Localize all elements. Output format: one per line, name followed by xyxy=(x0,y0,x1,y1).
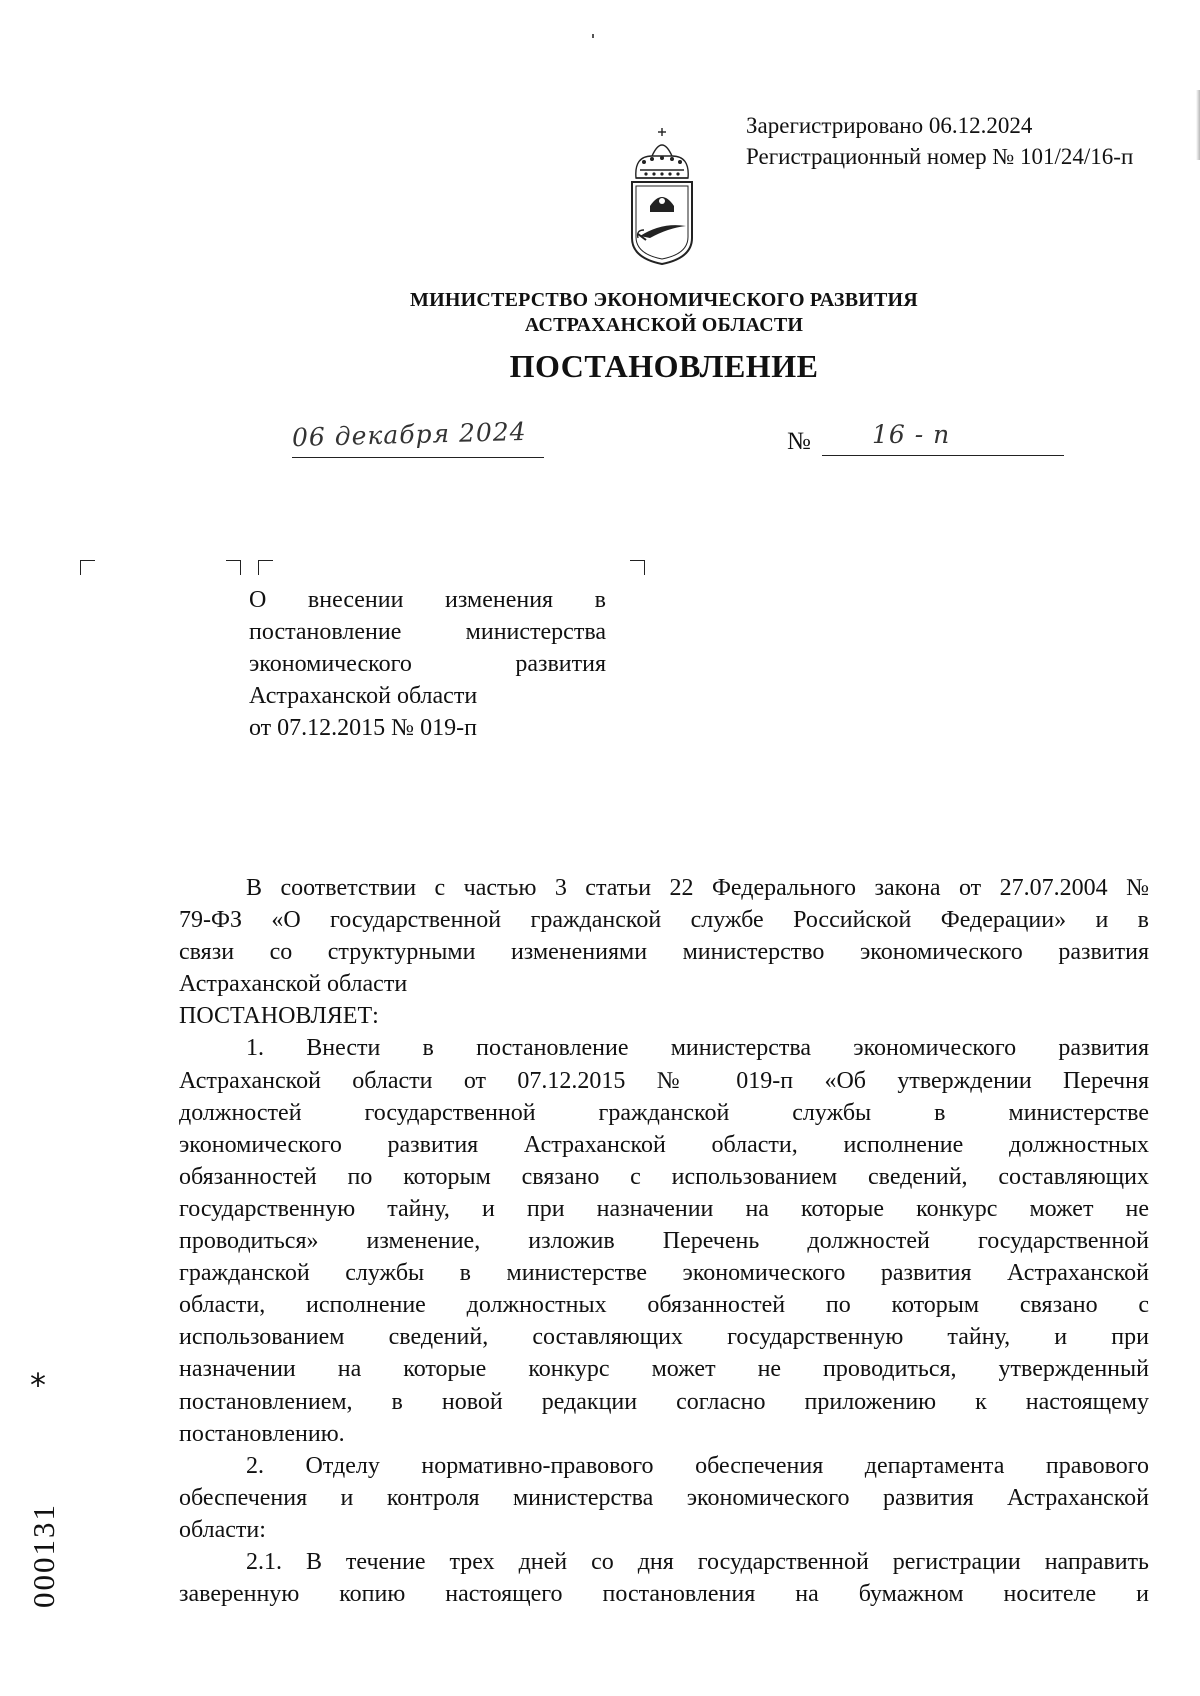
date-underline xyxy=(292,457,544,458)
body-line: 1. Внести в постановление министерства экономического развития xyxy=(246,1035,1149,1062)
body-line: государственную тайну, и при назначении на которые конкурс может не xyxy=(179,1195,1149,1222)
document-type-heading: ПОСТАНОВЛЕНИЕ xyxy=(509,348,819,384)
side-stamp-star: * xyxy=(30,1366,46,1404)
body-line: должностей государственной гражданской службы в министерстве xyxy=(179,1099,1149,1126)
corner-mark-top-left xyxy=(80,560,95,575)
body-line: Астраханской области от 07.12.2015 № 019-п «Об утверждении Перечня xyxy=(179,1067,1149,1094)
body-line: связи со структурными изменениями министерство экономического развития xyxy=(179,939,1149,966)
title-line: от 07.12.2015 № 019-п xyxy=(249,715,477,741)
body-line: проводиться» изменение, изложив Перечень должностей государственной xyxy=(179,1228,1149,1255)
number-underline xyxy=(822,455,1064,456)
corner-mark-top-right xyxy=(630,560,645,575)
body-line: 2.1. В течение трех дней со дня государственной регистрации направить xyxy=(246,1548,1149,1575)
document-title xyxy=(249,584,606,744)
body-line: экономического развития Астраханской области, исполнение должностных xyxy=(179,1131,1149,1158)
side-stamp-number-wrap xyxy=(24,1503,64,1608)
ministry-name xyxy=(300,288,1028,338)
corner-mark-top-right-a xyxy=(226,560,241,575)
registration-number: Регистрационный номер № 101/24/16-п xyxy=(746,144,1134,169)
scan-artifact xyxy=(592,34,594,38)
handwritten-date: 06 декабря 2024 xyxy=(291,416,527,453)
title-line: постановление министерства xyxy=(249,619,606,645)
handwritten-number: 16 - п xyxy=(872,420,951,449)
body-line: гражданской службы в министерстве экономического развития Астраханской xyxy=(179,1260,1149,1287)
body-line: области: xyxy=(179,1516,266,1543)
body-line: обязанностей по которым связано с использованием сведений, составляющих xyxy=(179,1163,1149,1190)
scan-edge-shadow xyxy=(1196,90,1200,160)
ministry-name-line-1: МИНИСТЕРСТВО ЭКОНОМИЧЕСКОГО РАЗВИТИЯ xyxy=(410,289,918,311)
decree-keyword: ПОСТАНОВЛЯЕТ: xyxy=(179,1003,379,1030)
body-line: использованием сведений, составляющих государственную тайну, и при xyxy=(179,1324,1149,1351)
body-line: назначении на которые конкурс может не проводиться, утвержденный xyxy=(179,1356,1149,1383)
body-line: 2. Отделу нормативно-правового обеспечения департамента правового xyxy=(246,1452,1149,1479)
title-line: экономического развития xyxy=(249,651,606,677)
registration-date: Зарегистрировано 06.12.2024 xyxy=(746,113,1033,138)
body-line: обеспечения и контроля министерства экономического развития Астраханской xyxy=(179,1484,1149,1511)
body-line: постановлению. xyxy=(179,1420,345,1447)
number-sign: № xyxy=(787,428,811,455)
title-line: О внесении изменения в xyxy=(249,587,606,613)
document-body xyxy=(179,872,1149,1610)
body-line: 79-ФЗ «О государственной гражданской службе Российской Федерации» и в xyxy=(179,907,1149,934)
body-line: В соответствии с частью 3 статьи 22 Федерального закона от 27.07.2004 № xyxy=(246,875,1149,901)
corner-mark-top-left-b xyxy=(258,560,273,575)
ministry-name-line-2: АСТРАХАНСКОЙ ОБЛАСТИ xyxy=(524,314,804,336)
body-line: области, исполнение должностных обязанностей по которым связано с xyxy=(179,1292,1149,1319)
registration-stamp xyxy=(746,110,1133,172)
body-line: заверенную копию настоящего постановления на бумажном носителе и xyxy=(179,1581,1149,1608)
body-line: постановлением, в новой редакции согласно приложению к настоящему xyxy=(179,1388,1149,1415)
side-stamp-number: 000131 xyxy=(26,1503,61,1608)
coat-of-arms-icon xyxy=(622,126,702,266)
title-line: Астраханской области xyxy=(249,683,478,709)
body-line: Астраханской области xyxy=(179,971,408,998)
